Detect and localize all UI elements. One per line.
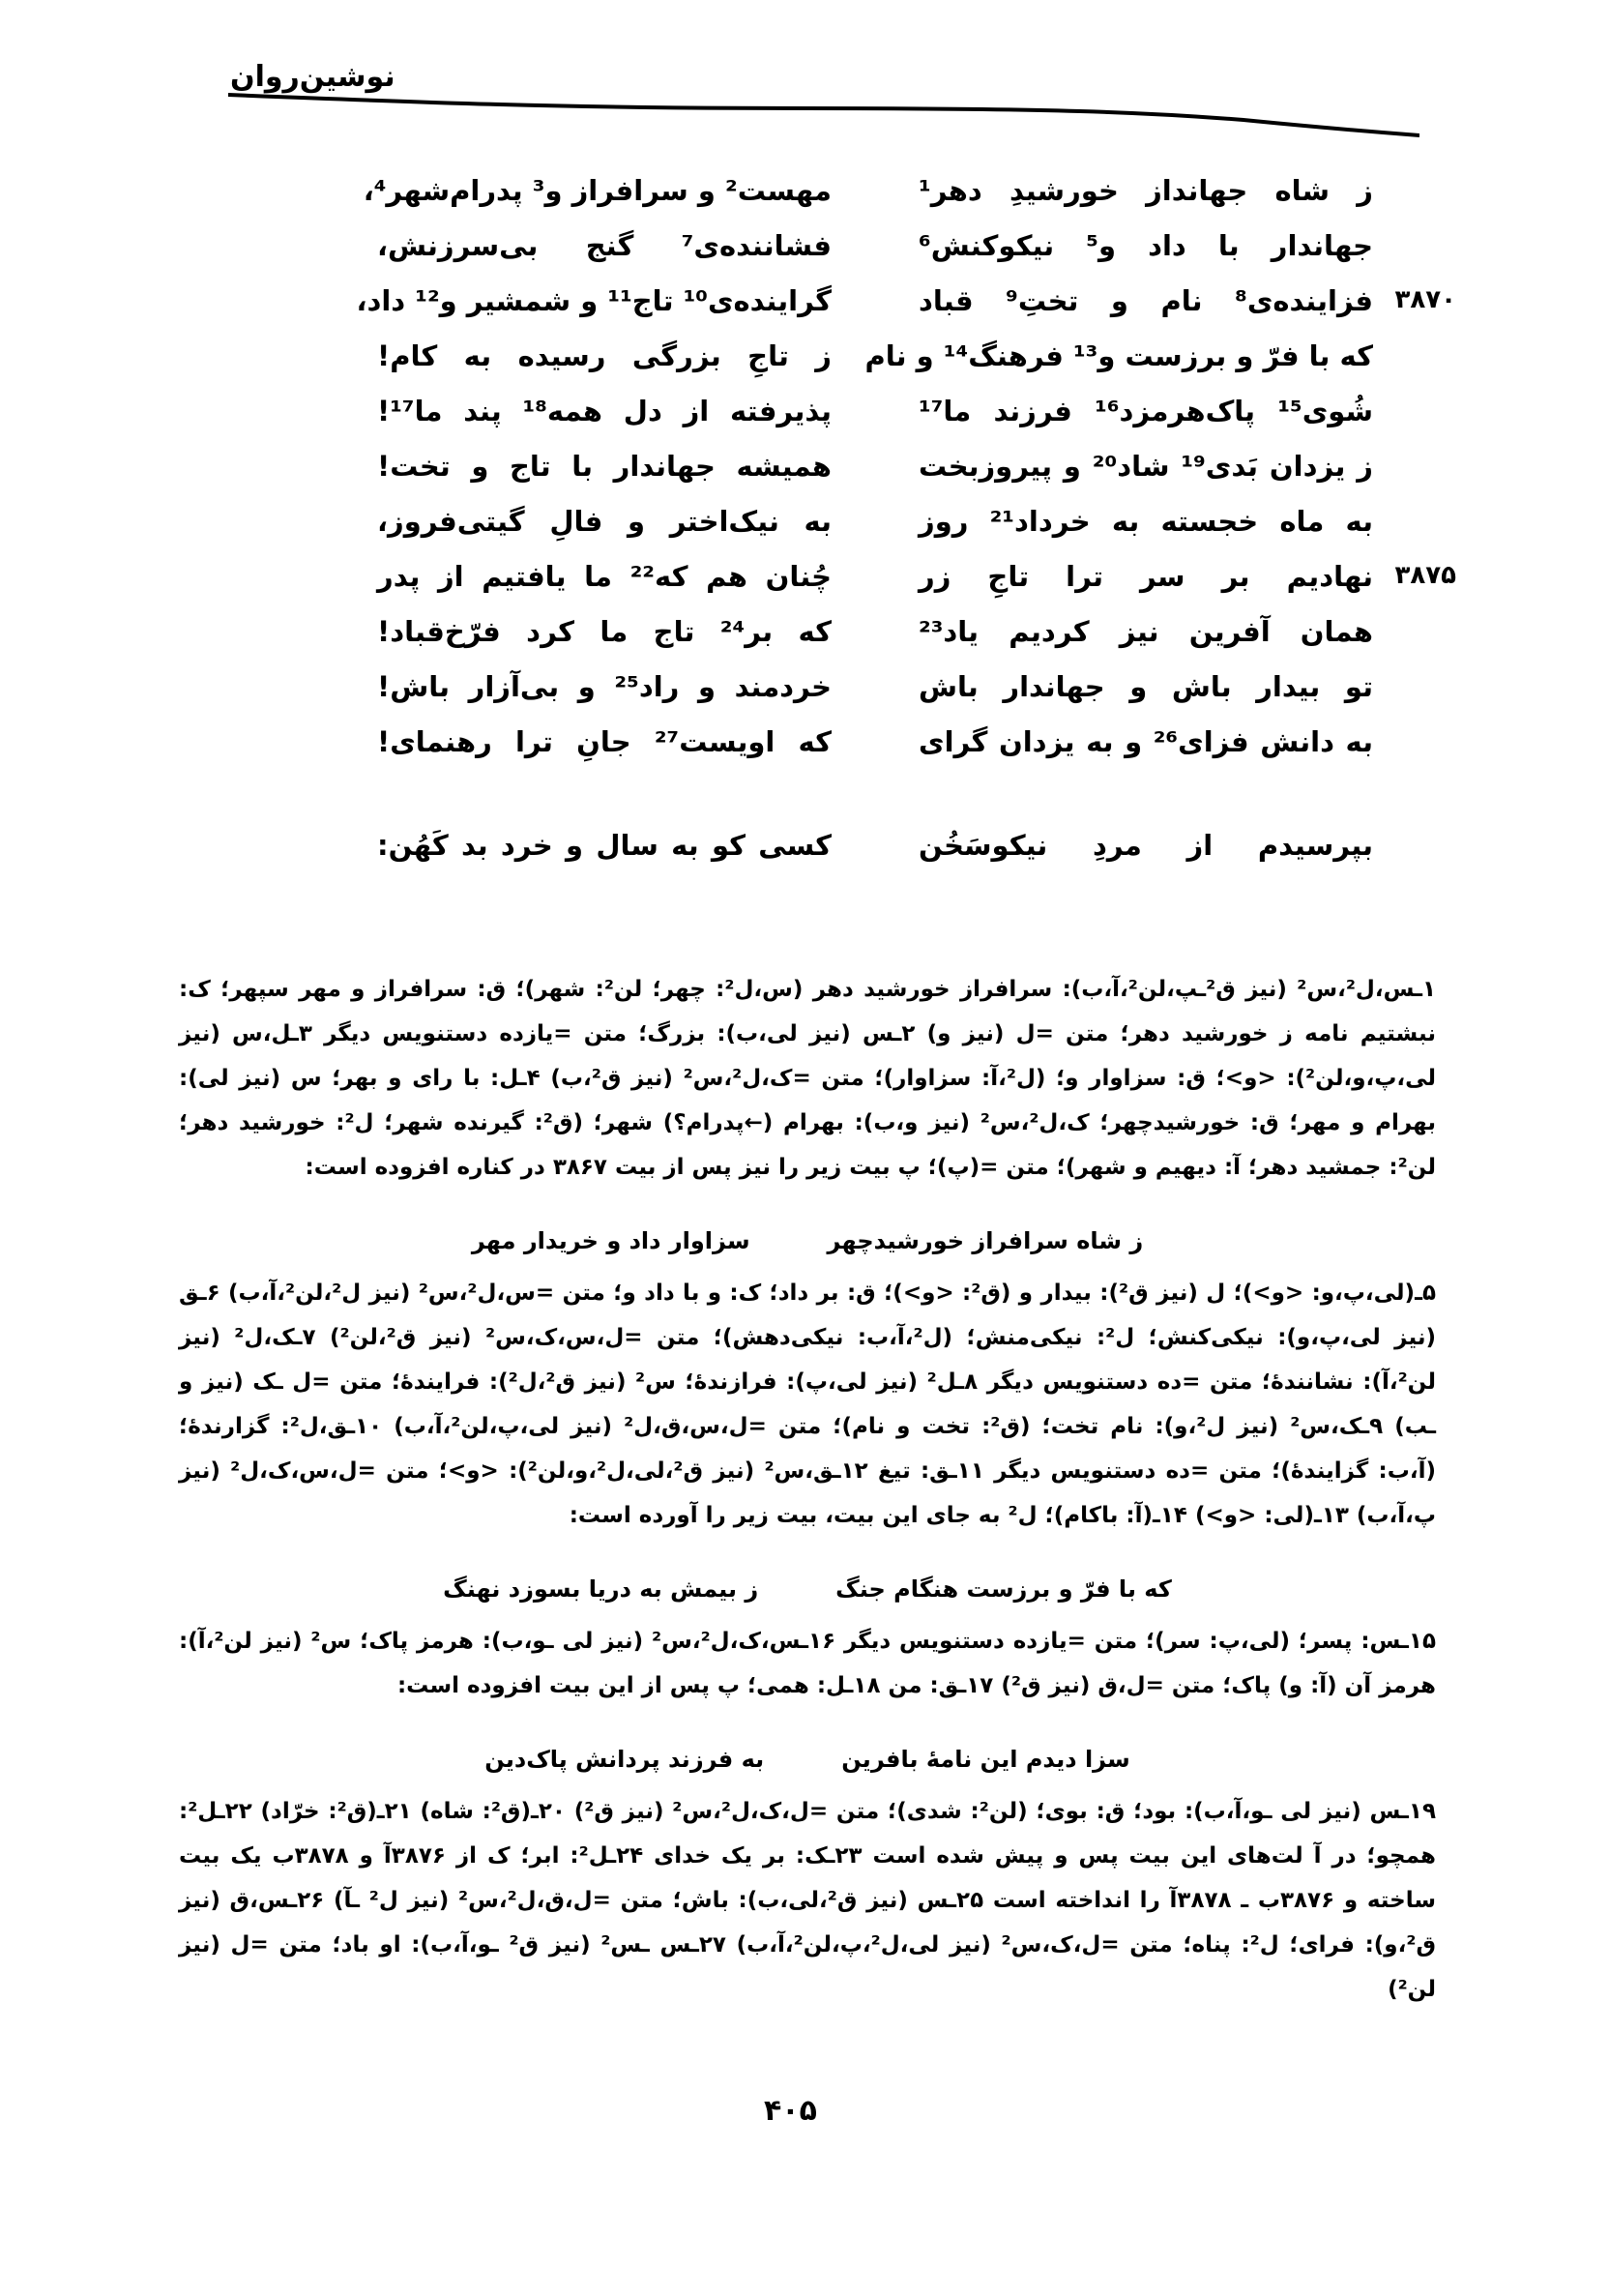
hemistich-left: پذیرفته از دل همه¹⁸ پند ما¹⁷!	[377, 395, 833, 427]
footnote-paragraph: ۱۵ـس: پسر؛ (لی،پ: سر)؛ متن =یازده دستنویس دیگر ۱۶ـس،ک،ل²،س² (نیز لی ـو،ب): هرمز پاک؛ س² (نیز لن²،آ): هرمز آن (آ: و) پاک؛ متن =ل،ق (نیز ق²) ۱۷ـق: من ۱۸ـل: همی؛ پ پس از این بیت افزوده است:	[179, 1629, 1436, 1698]
hemistich-right: فزاینده‌ی⁸ نام و تختِ⁹ قباد	[919, 284, 1373, 317]
hemistich-left: که بر²⁴ تاج ما کرد فرّخ‌قباد!	[377, 615, 832, 648]
verse-row	[290, 486, 1450, 541]
footnote-paragraph: ۱ـس،ل²،س² (نیز ق²ـپ،لن²،آ،ب): سرافراز خورشید دهر (س،ل²: چهر؛ لن²: شهر)؛ ق: سرافراز و مهر سپهر؛ ک: نبشتیم نامه ز خورشید دهر؛ متن =ل (نیز و) ۲ـس (نیز لی،ب): بزرگ؛ متن =یازده دستنویس دیگر ۳ـل،س (نیز لی،پ،و،لن²): <و>؛ ق: سزاوار و؛ (ل²،آ: سزاوار)؛ متن =ک،ل²،س² (نیز ق²،ب) ۴ـل: با رای و بهر؛ س (نیز لی): بهرام و مهر؛ ق: خورشیدچهر؛ ک،ل²،س² (نیز و،ب): بهرام (←پدرام؟) شهر؛ (ق²: گیرنده شهر؛ ل²: خورشید دهر؛ لن²: جمشید دهر؛ آ: دیهیم و شهر)؛ متن =(پ)؛ پ بیت زیر را نیز پس از بیت ۳۸۶۷ در کناره افزوده است:	[179, 977, 1437, 1180]
hemistich-right: ز شاه جهانداز خورشیدِ دهر¹	[919, 174, 1373, 207]
closing-verse-row	[290, 809, 1450, 865]
verse-row	[290, 155, 1450, 210]
hemistich-left: سزاوار داد و خریدار مهر	[471, 1227, 750, 1254]
hemistich-left: همیشه جهاندار با تاج و تخت!	[377, 450, 832, 483]
hemistich-left: خردمند و راد²⁵ و بی‌آزار باش!	[377, 670, 832, 703]
hemistich-right: نهادیم بر سر ترا تاجِ زر	[919, 560, 1373, 593]
hemistich-left: چُنان هم که²² ما یافتیم از پدر	[377, 560, 832, 593]
verse-row	[290, 706, 1450, 761]
verse-number: ۳۸۷۰	[1394, 285, 1456, 314]
footnote-added-verse	[179, 1219, 1436, 1263]
verse-row	[290, 265, 1456, 320]
hemistich-right: به ماه خجسته به خرداد²¹ روز	[919, 505, 1373, 538]
footnote-added-verse	[179, 1737, 1436, 1781]
hemistich-left: گراینده‌ی¹⁰ تاج¹¹ و شمشیر و¹² داد،	[356, 284, 832, 317]
hemistich-right: سزا دیدم این نامهٔ بافرین	[841, 1746, 1130, 1773]
footnote-paragraph: ۵ـ(لی،پ،و: <و>)؛ ل (نیز ق²): بیدار و (ق²: <و>)؛ ق: بر داد؛ ک: و با داد و؛ متن =س،ل²،س² (نیز ل²،لن²،آ،ب) ۶ـق (نیز لی،پ،و): نیکی‌کنش؛ ل²: نیکی‌منش؛ (ل²،آ،ب: نیکی‌دهش)؛ متن =ل،س،ک،س² (نیز ق²،لن²) ۷ـک،ل² (نیز لن²،آ): نشانندهٔ؛ متن =ده دستنویس دیگر ۸ـل² (نیز لی،پ): فرازندهٔ؛ س² (نیز ق²،ل²): فرایندهٔ؛ متن =ل ـک (نیز و ـب) ۹ـک،س² (نیز ل²،و): نام تخت؛ (ق²: تخت و نام)؛ متن =ل،س،ق،ل² (نیز لی،پ،لن²،آ،ب) ۱۰ـق،ل²: گزارندهٔ؛ (آ،ب: گزایندهٔ)؛ متن =ده دستنویس دیگر ۱۱ـق: تیغ ۱۲ـق،س² (نیز ق²،لی،ل²،و،لن²): <و>؛ متن =ل،س،ک،ل² (نیز پ،آ،ب) ۱۳ـ(لی: <و>) ۱۴ـ(آ: باکام)؛ ل² به جای این بیت، بیت زیر را آورده است:	[179, 1280, 1437, 1528]
hemistich-right: ز یزدان بَدی¹⁹ شاد²⁰ و پیروزبخت	[919, 450, 1373, 483]
page-number: ۴۰۵	[764, 2094, 817, 2128]
verse-row	[290, 210, 1450, 265]
hemistich-right: که با فرّ و برزست و¹³ فرهنگ¹⁴ و نام	[864, 339, 1373, 372]
hemistich-right: ز شاه سرافراز خورشیدچهر	[827, 1227, 1144, 1254]
verse-row	[290, 651, 1450, 706]
running-head: نوشین‌روان	[230, 60, 395, 94]
header-rule	[228, 89, 1419, 137]
hemistich-left: به نیک‌اختر و فالِ گیتی‌فروز،	[377, 505, 832, 538]
verse-row	[290, 596, 1450, 651]
footnote-paragraph: ۱۹ـس (نیز لی ـو،آ،ب): بود؛ ق: بوی؛ (لن²: شدی)؛ متن =ل،ک،ل²،س² (نیز ق²) ۲۰ـ(ق²: شاه) ۲۱ـ(ق²: خرّاد) ۲۲ـل²: همچو؛ در آ لت‌های این بیت پس و پیش شده است ۲۳ـک: بر یک خدای ۲۴ـل²: ابر؛ ک از ۳۸۷۶آ و ۳۸۷۸ب یک بیت ساخته و ۳۸۷۶ب ـ ۳۸۷۸آ را انداخته است ۲۵ـس (نیز ق²،لی،ب): باش؛ متن =ل،ق،ل²،س² (نیز ل² ـآ) ۲۶ـس،ق (نیز ق²،و): فرای؛ ل²: پناه؛ متن =ل،ک،س² (نیز لی،ل²،پ،لن²،آ،ب) ۲۷ـس ـس² (نیز ق² ـو،آ،ب): او باد؛ متن =ل (نیز لن²)	[179, 1799, 1437, 2002]
hemistich-left: به فرزند پردانش پاک‌دین	[484, 1746, 765, 1773]
hemistich-left: مهست² و سرافراز و³ پدرام‌شهر⁴،	[363, 174, 832, 207]
verse-number: ۳۸۷۵	[1394, 561, 1456, 590]
verse-row	[290, 375, 1450, 430]
poem-block	[290, 155, 1456, 865]
hemistich-right: بپرسیدم از مردِ نیکوسَخُن	[919, 829, 1373, 862]
hemistich-left: ز تاجِ بزرگی رسیده به کام!	[377, 339, 832, 372]
verse-row	[290, 320, 1450, 375]
hemistich-left: که اویست²⁷ جانِ ترا رهنمای!	[377, 725, 832, 758]
hemistich-right: شُوی¹⁵ پاک‌هرمزد¹⁶ فرزند ما¹⁷	[919, 395, 1373, 427]
footnotes-apparatus	[179, 967, 1436, 2012]
hemistich-right: تو بیدار باش و جهاندار باش	[919, 670, 1373, 703]
verse-row	[290, 541, 1456, 596]
hemistich-left: فشاننده‌ی⁷ گنج بی‌سرزنش،	[377, 229, 832, 262]
hemistich-right: جهاندار با داد و⁵ نیکوکنش⁶	[919, 229, 1373, 262]
hemistich-right: همان آفرین نیز کردیم یاد²³	[919, 615, 1373, 648]
verse-gap	[290, 761, 1450, 809]
hemistich-left: کسی کو به سال و خرد بد کَهُن:	[377, 829, 832, 862]
hemistich-right: به دانش فزای²⁶ و به یزدان گرای	[919, 725, 1373, 758]
hemistich-left: ز بیمش به دریا بسوزد نهنگ	[443, 1575, 759, 1603]
hemistich-right: که با فرّ و برزست هنگام جنگ	[835, 1575, 1172, 1603]
footnote-added-verse	[179, 1567, 1436, 1611]
verse-row	[290, 430, 1450, 486]
